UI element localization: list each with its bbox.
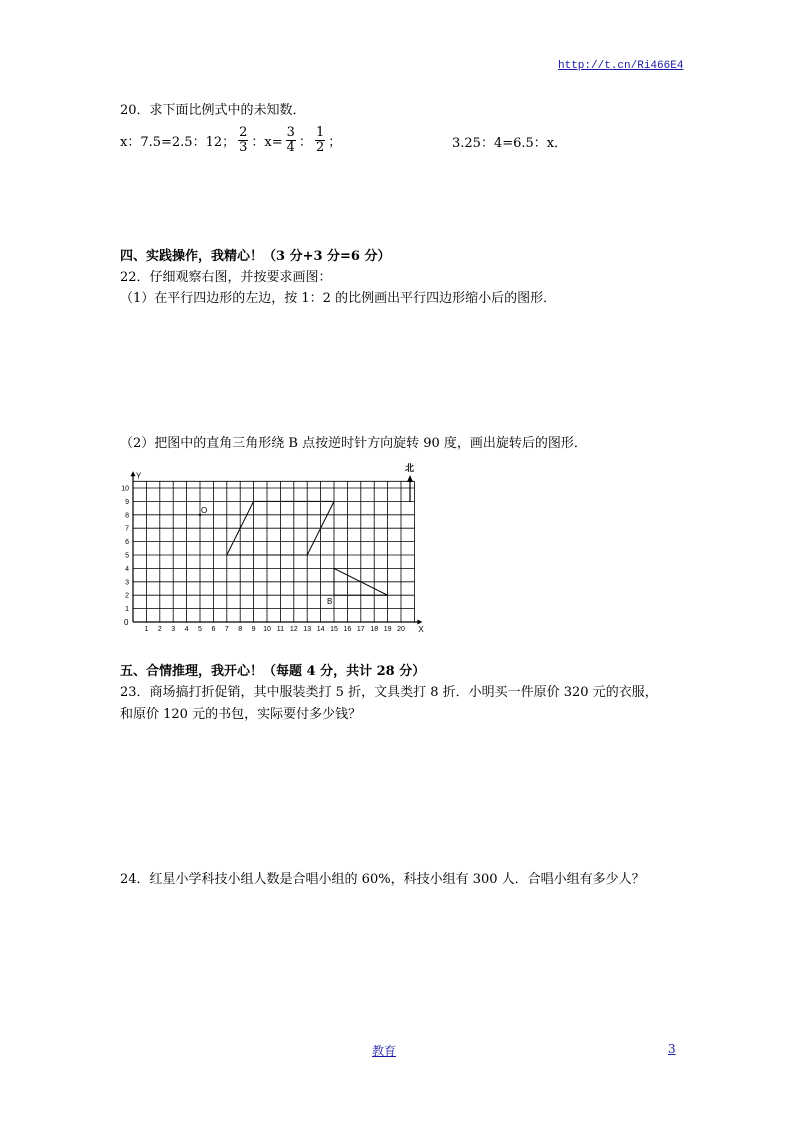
fraction-numerator: 1 (315, 125, 325, 140)
y-tick-label: 3 (125, 579, 129, 587)
x-axis-arrow-icon (417, 620, 422, 625)
fraction-numerator: 2 (239, 125, 248, 140)
fraction-3-4 (286, 126, 296, 155)
q22-part2: （2）把图中的直角三角形绕 B 点按逆时针方向旋转 90 度，画出旋转后的图形． (120, 436, 587, 451)
x-tick-label: 15 (330, 626, 338, 633)
fraction-numerator: 3 (286, 125, 295, 140)
section5-heading: 五、合情推理，我开心！（每题 4 分，共计 28 分） (120, 664, 426, 679)
x-tick-label: 19 (383, 626, 392, 633)
fraction-denominator: 2 (315, 140, 325, 155)
y-tick-label: 7 (125, 525, 129, 533)
origin-label: 0 (124, 618, 129, 627)
x-tick-label: 6 (211, 626, 216, 633)
x-tick-label: 13 (303, 626, 312, 633)
q20-eq2-mid: ：x= (251, 135, 283, 150)
q20-equations-left (120, 126, 341, 155)
x-tick-label: 2 (157, 626, 162, 633)
header-link[interactable]: http://t.cn/Ri466E4 (558, 60, 684, 72)
x-tick-label: 14 (316, 626, 325, 633)
q20-eq2-sep: ： (298, 135, 312, 150)
q20-eq1-prefix: x：7.5=2.5：12； (120, 135, 236, 150)
q24-text: 24．红星小学科技小组人数是合唱小组的 60%，科技小组有 300 人．合唱小组有多少人？ (120, 872, 645, 887)
coordinate-grid-figure (115, 452, 425, 637)
x-tick-label: 18 (370, 626, 379, 633)
y-axis-label: Y (136, 471, 142, 481)
y-tick-label: 8 (125, 512, 129, 520)
fraction-1-2 (315, 126, 325, 155)
y-tick-label: 9 (125, 498, 129, 506)
x-tick-label: 11 (276, 626, 285, 633)
q22-part1: （1）在平行四边形的左边，按 1：2 的比例画出平行四边形缩小后的图形． (120, 291, 557, 306)
x-tick-label: 5 (198, 626, 202, 633)
q20-title: 20．求下面比例式中的未知数． (120, 103, 306, 118)
fraction-denominator: 4 (286, 140, 295, 155)
point-b-label: B (327, 597, 333, 607)
x-tick-label: 7 (224, 626, 229, 633)
fraction-denominator: 3 (239, 140, 248, 155)
y-tick-label: 2 (125, 592, 129, 600)
section4-heading: 四、实践操作，我精心！（3 分+3 分=6 分） (120, 249, 391, 264)
footer-link[interactable]: 教育 (372, 1044, 397, 1058)
north-arrow-head (407, 475, 413, 482)
y-tick-label: 5 (125, 552, 129, 560)
y-tick-label: 10 (121, 485, 129, 493)
grid-lines (133, 481, 414, 622)
north-arrow-icon (407, 475, 413, 502)
x-tick-label: 4 (184, 626, 189, 633)
x-tick-label: 3 (171, 626, 176, 633)
x-tick-label: 9 (251, 626, 256, 633)
y-axis-arrow-icon (131, 471, 136, 476)
q23-line2: 和原价 120 元的书包，实际要付多少钱？ (120, 707, 362, 722)
fraction-2-3 (238, 126, 248, 155)
x-axis-label: X (418, 625, 424, 634)
x-tick-labels (144, 626, 405, 633)
q22-text: 22．仔细观察右图，并按要求画图： (120, 270, 332, 285)
q20-eq3: 3.25：4=6.5：x． (452, 136, 568, 151)
y-tick-label: 1 (125, 606, 129, 614)
x-tick-label: 16 (343, 626, 352, 633)
y-tick-labels (121, 486, 129, 614)
north-label: 北 (405, 463, 415, 473)
page-number: 3 (668, 1042, 676, 1056)
q20-eq2-end: ； (328, 135, 342, 150)
y-tick-label: 6 (125, 539, 129, 547)
x-tick-label: 1 (144, 626, 149, 633)
q23-line1: 23．商场搞打折促销，其中服装类打 5 折，文具类打 8 折．小明买一件原价 320 元的衣服， (120, 685, 658, 700)
point-o-label: O (201, 505, 208, 515)
x-tick-label: 10 (263, 626, 271, 633)
x-tick-label: 8 (238, 626, 243, 633)
y-tick-label: 4 (125, 565, 129, 573)
x-tick-label: 20 (397, 626, 405, 633)
x-tick-label: 12 (289, 626, 298, 633)
x-tick-label: 17 (356, 626, 365, 633)
axes (131, 471, 423, 624)
